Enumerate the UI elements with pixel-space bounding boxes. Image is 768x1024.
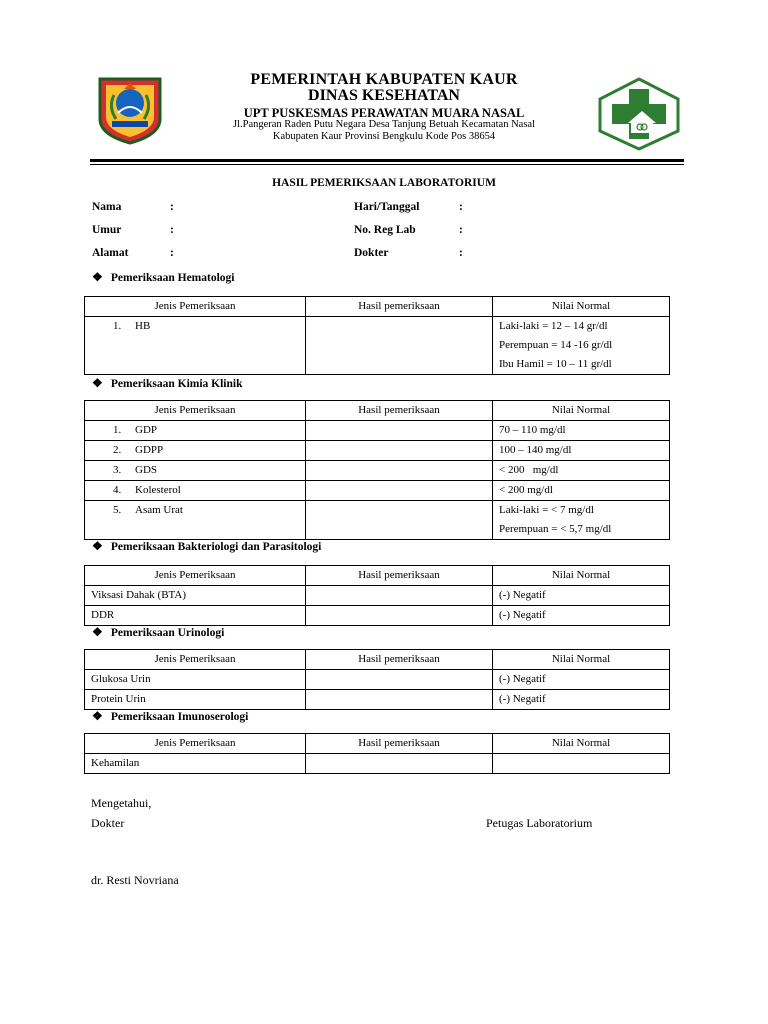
section-title: Pemeriksaan Hematologi — [110, 272, 235, 284]
label-nama: Nama — [92, 201, 122, 213]
test-name: Asam Urat — [135, 504, 183, 516]
footer-dokter-name: dr. Resti Novriana — [91, 873, 179, 887]
header-government: PEMERINTAH KABUPATEN KAUR — [250, 71, 518, 88]
cell-hasil[interactable] — [306, 670, 493, 690]
cell-nilai: 70 – 110 mg/dl — [493, 421, 670, 441]
footer-dokter-label: Dokter — [91, 816, 125, 830]
table-header-row — [85, 566, 670, 586]
cell-nilai: (-) Negatif — [493, 586, 670, 606]
header-puskesmas: UPT PUSKESMAS PERAWATAN MUARA NASAL — [243, 106, 525, 120]
table-row — [85, 441, 670, 461]
row-number: 4. — [113, 484, 122, 496]
diamond-bullet-icon: ❖ — [92, 539, 103, 553]
section-title: Pemeriksaan Imunoserologi — [110, 711, 249, 723]
cell-hasil[interactable] — [306, 421, 493, 441]
kaur-regency-emblem — [96, 73, 164, 145]
diamond-bullet-icon: ❖ — [92, 709, 103, 723]
table-header-row — [85, 401, 670, 421]
col-nilai: Nilai Normal — [493, 297, 670, 317]
row-number: 5. — [113, 504, 122, 516]
table-hematologi — [84, 296, 670, 375]
footer-petugas-label: Petugas Laboratorium — [486, 816, 593, 830]
diamond-bullet-icon: ❖ — [92, 376, 103, 390]
table-header-row — [85, 734, 670, 754]
table-row — [85, 670, 670, 690]
colon-hari-tanggal: : — [459, 201, 463, 213]
col-hasil: Hasil pemeriksaan — [306, 297, 493, 317]
normal-value: Laki-laki = 12 – 14 gr/dl — [499, 320, 608, 332]
col-hasil: Hasil pemeriksaan — [306, 734, 493, 754]
section-kimia-klinik — [92, 376, 243, 391]
table-header-row — [85, 297, 670, 317]
colon-alamat: : — [170, 247, 174, 259]
label-no-reg-lab: No. Reg Lab — [354, 224, 416, 236]
cell-jenis — [85, 461, 306, 481]
section-bakteriologi — [92, 539, 321, 554]
cell-jenis — [85, 421, 306, 441]
col-jenis: Jenis Pemeriksaan — [85, 401, 306, 421]
table-urinologi — [84, 649, 670, 710]
label-alamat: Alamat — [92, 247, 129, 259]
cell-jenis — [85, 501, 306, 540]
cell-jenis: Protein Urin — [85, 690, 306, 710]
row-number: 1. — [113, 424, 122, 436]
col-hasil: Hasil pemeriksaan — [306, 401, 493, 421]
col-jenis: Jenis Pemeriksaan — [85, 650, 306, 670]
section-title: Pemeriksaan Kimia Klinik — [110, 378, 243, 390]
diamond-bullet-icon: ❖ — [92, 270, 103, 284]
cell-nilai: < 200 mg/dl — [493, 461, 670, 481]
cell-hasil[interactable] — [306, 606, 493, 626]
cell-jenis — [85, 441, 306, 461]
col-jenis: Jenis Pemeriksaan — [85, 734, 306, 754]
col-jenis: Jenis Pemeriksaan — [85, 297, 306, 317]
col-hasil: Hasil pemeriksaan — [306, 566, 493, 586]
table-imunoserologi — [84, 733, 670, 774]
colon-no-reg-lab: : — [459, 224, 463, 236]
table-row — [85, 690, 670, 710]
page-title: HASIL PEMERIKSAAN LABORATORIUM — [272, 177, 496, 189]
cell-nilai: (-) Negatif — [493, 670, 670, 690]
table-row — [85, 317, 670, 375]
cell-hasil[interactable] — [306, 690, 493, 710]
cell-hasil[interactable] — [306, 501, 493, 540]
section-title: Pemeriksaan Urinologi — [110, 627, 225, 639]
cell-hasil[interactable] — [306, 441, 493, 461]
table-row — [85, 501, 670, 540]
cell-nilai — [493, 317, 670, 375]
colon-dokter: : — [459, 247, 463, 259]
table-row — [85, 754, 670, 774]
test-name: HB — [135, 320, 151, 332]
section-imunoserologi — [92, 709, 248, 724]
cell-nilai — [493, 754, 670, 774]
col-nilai: Nilai Normal — [493, 734, 670, 754]
cell-jenis: Viksasi Dahak (BTA) — [85, 586, 306, 606]
cell-hasil[interactable] — [306, 754, 493, 774]
cell-hasil[interactable] — [306, 461, 493, 481]
header-address-2: Kabupaten Kaur Provinsi Bengkulu Kode Pos 38654 — [272, 131, 496, 142]
label-dokter: Dokter — [354, 247, 389, 259]
header-divider-thin — [90, 164, 684, 165]
test-name: GDS — [135, 464, 158, 476]
table-kimia-klinik — [84, 400, 670, 540]
col-jenis: Jenis Pemeriksaan — [85, 566, 306, 586]
cell-hasil[interactable] — [306, 317, 493, 375]
col-nilai: Nilai Normal — [493, 650, 670, 670]
cell-nilai: 100 – 140 mg/dl — [493, 441, 670, 461]
section-title: Pemeriksaan Bakteriologi dan Parasitologi — [110, 541, 322, 553]
cell-jenis: DDR — [85, 606, 306, 626]
puskesmas-logo — [598, 77, 680, 151]
normal-value: Perempuan = 14 -16 gr/dl — [499, 339, 613, 351]
label-hari-tanggal: Hari/Tanggal — [354, 201, 420, 213]
test-name: GDPP — [135, 444, 164, 456]
table-row — [85, 606, 670, 626]
table-row — [85, 481, 670, 501]
header-divider-thick — [90, 159, 684, 162]
cell-hasil[interactable] — [306, 481, 493, 501]
row-number: 2. — [113, 444, 122, 456]
table-row — [85, 421, 670, 441]
cell-nilai: (-) Negatif — [493, 690, 670, 710]
header-department: DINAS KESEHATAN — [308, 87, 460, 104]
table-bakteriologi — [84, 565, 670, 626]
test-name: Kolesterol — [135, 484, 181, 496]
cell-jenis: Kehamilan — [85, 754, 306, 774]
colon-umur: : — [170, 224, 174, 236]
cell-jenis: Glukosa Urin — [85, 670, 306, 690]
test-name: GDP — [135, 424, 158, 436]
cell-jenis — [85, 317, 306, 375]
table-header-row — [85, 650, 670, 670]
header-address: Jl.Pangeran Raden Putu Negara Desa Tanjung Betuah Kecamatan Nasal — [232, 119, 535, 130]
section-hematologi — [92, 270, 234, 285]
table-row — [85, 586, 670, 606]
colon-nama: : — [170, 201, 174, 213]
col-hasil: Hasil pemeriksaan — [306, 650, 493, 670]
col-nilai: Nilai Normal — [493, 401, 670, 421]
table-row — [85, 461, 670, 481]
cell-hasil[interactable] — [306, 586, 493, 606]
footer-mengetahui: Mengetahui, — [91, 796, 152, 810]
row-number: 1. — [113, 320, 122, 332]
col-nilai: Nilai Normal — [493, 566, 670, 586]
cell-nilai — [493, 501, 670, 540]
normal-value: Laki-laki = < 7 mg/dl — [499, 504, 594, 516]
cell-jenis — [85, 481, 306, 501]
diamond-bullet-icon: ❖ — [92, 625, 103, 639]
label-umur: Umur — [92, 224, 122, 236]
cell-nilai: (-) Negatif — [493, 606, 670, 626]
normal-value: Ibu Hamil = 10 – 11 gr/dl — [499, 358, 612, 370]
normal-value: Perempuan = < 5,7 mg/dl — [499, 523, 612, 535]
cell-nilai: < 200 mg/dl — [493, 481, 670, 501]
section-urinologi — [92, 625, 224, 640]
row-number: 3. — [113, 464, 122, 476]
